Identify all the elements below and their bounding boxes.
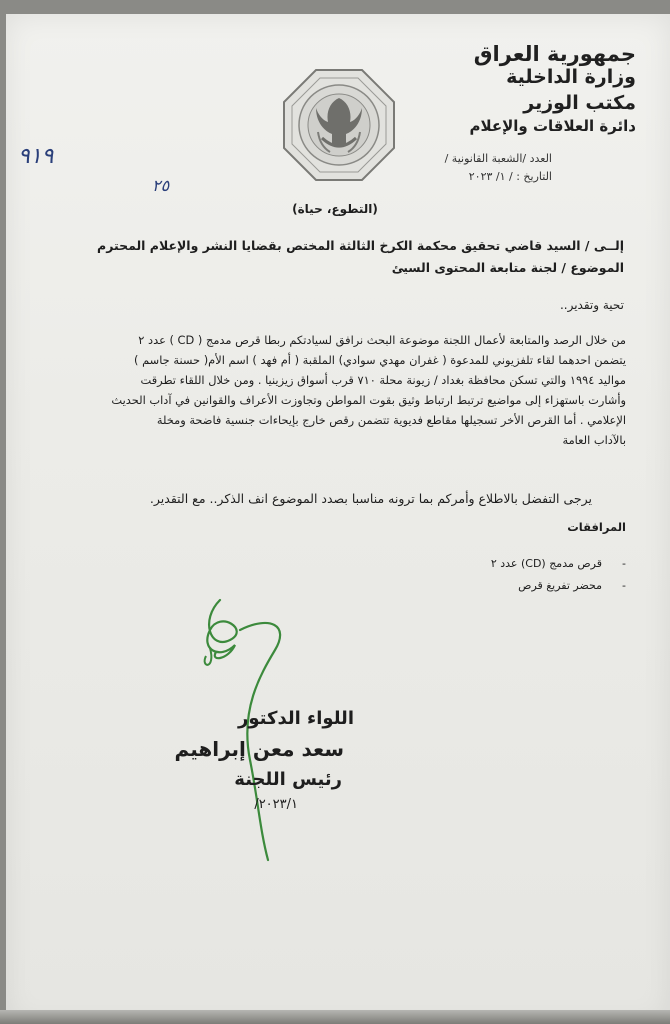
header-office: مكتب الوزير <box>523 92 636 114</box>
handwritten-signature <box>180 590 310 870</box>
header-ministry: وزارة الداخلية <box>506 66 636 88</box>
attachment-item: -قرص مدمج (CD) عدد ٢ <box>490 557 626 570</box>
body-line: وأشارت باستهزاء إلى مواضيع ترتبط ارتباط وثيق بقوت المواطن وتجاوزت الأعراف والقوانين في آداب الحديث <box>111 393 626 407</box>
signatory-name: سعد معن إبراهيم <box>174 737 344 761</box>
handwritten-reference-number: ٩١٩ <box>18 144 54 169</box>
body-line: الإعلامي . أما القرص الأخر تسجيلها مقاطع فديوية تتضمن رقص خارج بإيحاءات جنسية فاضحة ومخلة <box>156 413 626 427</box>
body-line: مواليد ١٩٩٤ والتي تسكن محافظة بغداد / زيونة محلة ٧١٠ قرب أسواق زيزينيا . ومن خلال اللقاء تطرقت <box>140 373 626 387</box>
motto-text: (التطوع، حياة) <box>292 202 378 216</box>
body-line: يتضمن احدهما لقاء تلفزيوني للمدعوة ( غفران مهدي سوادي) الملقبة ( أم فهد ) اسم الأم( حسنة جاسم ) <box>134 353 626 367</box>
body-paragraph <box>30 330 626 450</box>
header-republic: جمهورية العراق <box>473 42 636 66</box>
reference-date-label: التاريخ : / ١/ ٢٠٢٣ <box>468 170 552 183</box>
reference-number-label: العدد /الشعبة القانونية / <box>444 152 552 165</box>
ministry-eagle-seal-icon <box>282 68 396 182</box>
signatory-role: رئيس اللجنة <box>234 769 342 790</box>
attachment-item: -محضر تفريغ قرص <box>518 579 626 592</box>
attachments-heading: المرافقات <box>567 520 626 534</box>
signatory-rank: اللواء الدكتور <box>238 708 354 729</box>
body-line: بالآداب العامة <box>562 433 626 447</box>
signature-date: ٢٠٢٣/١/ <box>254 797 298 812</box>
closing-request: يرجى التفضل بالاطلاع وأمركم بما ترونه مناسبا بصدد الموضوع انف الذكر.. مع التقدير. <box>149 491 592 506</box>
subject-line: الموضوع / لجنة متابعة المحتوى السيئ <box>391 260 624 275</box>
greeting: تحية وتقدير.. <box>559 298 624 312</box>
attachments-list <box>491 553 626 597</box>
header-department: دائرة العلاقات والإعلام <box>469 117 636 135</box>
page-shadow <box>0 1010 670 1024</box>
body-line: من خلال الرصد والمتابعة لأعمال اللجنة موضوعة البحث نرافق لسيادتكم ربطا قرص مدمج ( CD ) عدد ٢ <box>138 333 626 347</box>
addressee-line: إلــى / السيد قاضي تحقيق محكمة الكرخ الثالثة المختص بقضايا النشر والإعلام المحترم <box>97 238 624 253</box>
handwritten-date-day: ٢٥ <box>152 176 170 195</box>
